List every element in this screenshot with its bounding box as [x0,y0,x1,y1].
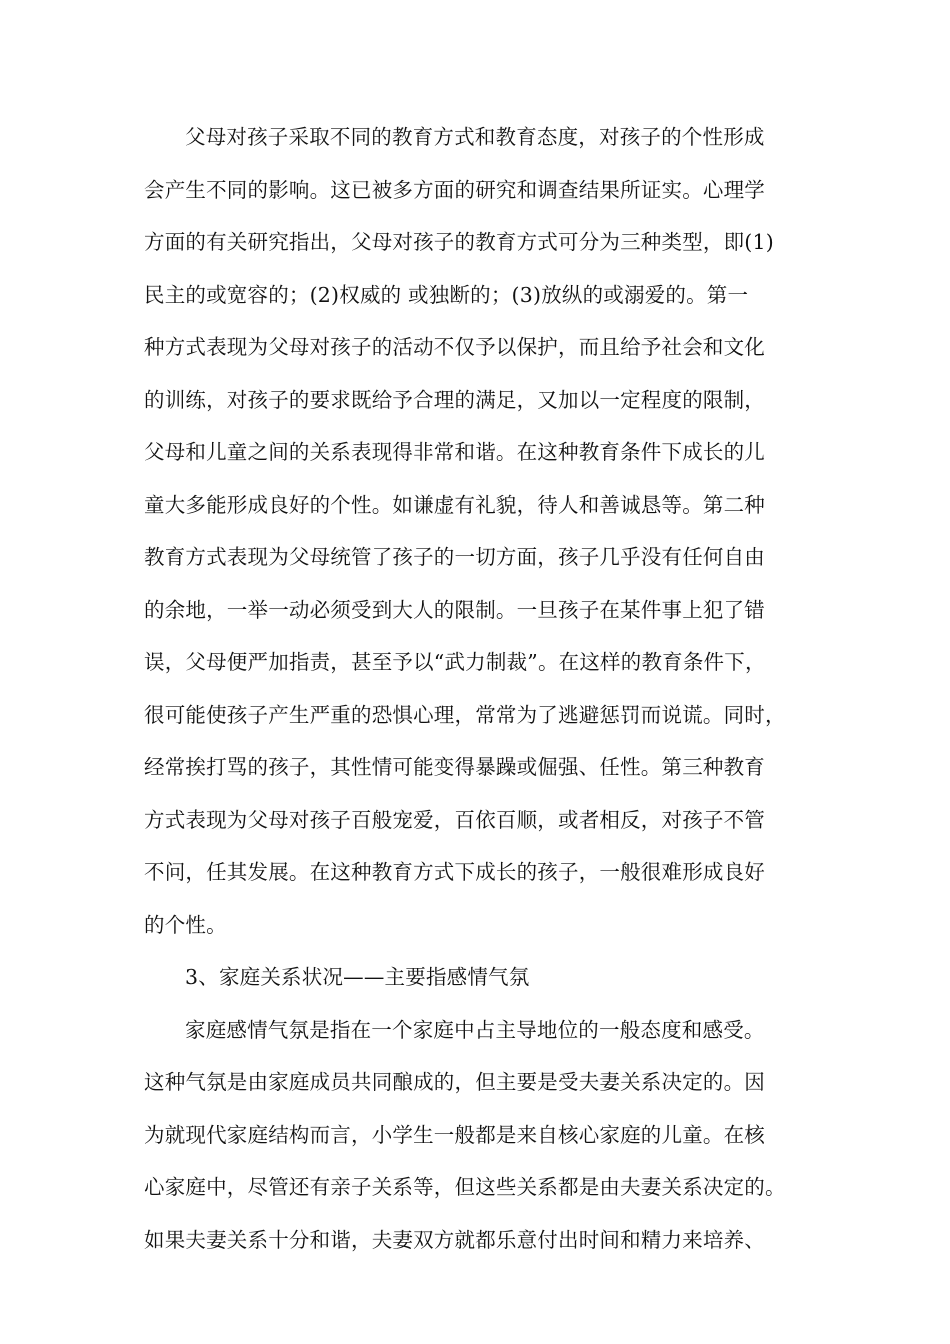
paragraph-emotional-atmosphere [144,1004,809,1267]
text-line: 家庭感情气氛是指在一个家庭中占主导地位的一般态度和感受。 [185,1017,765,1042]
heading-text: 3、家庭关系状况——主要指感情气氛 [185,965,530,989]
text-line: 的个性。 [144,912,227,937]
text-line: 这种气氛是由家庭成员共同酿成的，但主要是受夫妻关系决定的。因 [144,1070,765,1094]
body-text [144,111,809,1266]
text-line: 方式表现为父母对孩子百般宠爱，百依百顺，或者相反，对孩子不管 [144,807,765,832]
text-line: 为就现代家庭结构而言，小学生一般都是来自核心家庭的儿童。在核 [144,1122,765,1147]
text-line: 经常挨打骂的孩子，其性情可能变得暴躁或倔强、任性。第三种教育 [144,755,765,779]
section-heading-family-relations [144,951,809,1004]
text-line: 误，父母便严加指责，甚至予以“武力制裁”。在这样的教育条件下， [144,650,766,674]
text-line: 童大多能形成良好的个性。如谦虚有礼貌，待人和善诚恳等。第二种 [144,492,765,517]
text-line: 不问，任其发展。在这种教育方式下成长的孩子，一般很难形成良好 [144,860,765,884]
text-line: 父母和儿童之间的关系表现得非常和谐。在这种教育条件下成长的儿 [144,440,765,464]
text-line: 的余地，一举一动必须受到大人的限制。一旦孩子在某件事上犯了错 [144,597,765,622]
text-line: 会产生不同的影响。这已被多方面的研究和调查结果所证实。心理学 [144,177,765,202]
text-line: 教育方式表现为父母统管了孩子的一切方面，孩子几乎没有任何自由 [144,545,765,569]
text-line: 民主的或宽容的；(2)权威的 或独断的；(3)放纵的或溺爱的。第一 [144,282,749,307]
text-line: 种方式表现为父母对孩子的活动不仅予以保护，而且给予社会和文化 [144,335,765,359]
text-line: 方面的有关研究指出，父母对孩子的教育方式可分为三种类型，即(1) [144,230,774,254]
paragraph-parenting-styles [144,111,809,951]
text-line: 很可能使孩子产生严重的恐惧心理，常常为了逃避惩罚而说谎。同时， [144,702,786,727]
text-line: 如果夫妻关系十分和谐，夫妻双方就都乐意付出时间和精力来培养、 [144,1227,765,1252]
text-line: 父母对孩子采取不同的教育方式和教育态度，对孩子的个性形成 [185,125,765,149]
text-line: 的训练，对孩子的要求既给予合理的满足，又加以一定程度的限制， [144,387,765,412]
text-line: 心家庭中，尽管还有亲子关系等，但这些关系都是由夫妻关系决定的。 [144,1175,786,1199]
